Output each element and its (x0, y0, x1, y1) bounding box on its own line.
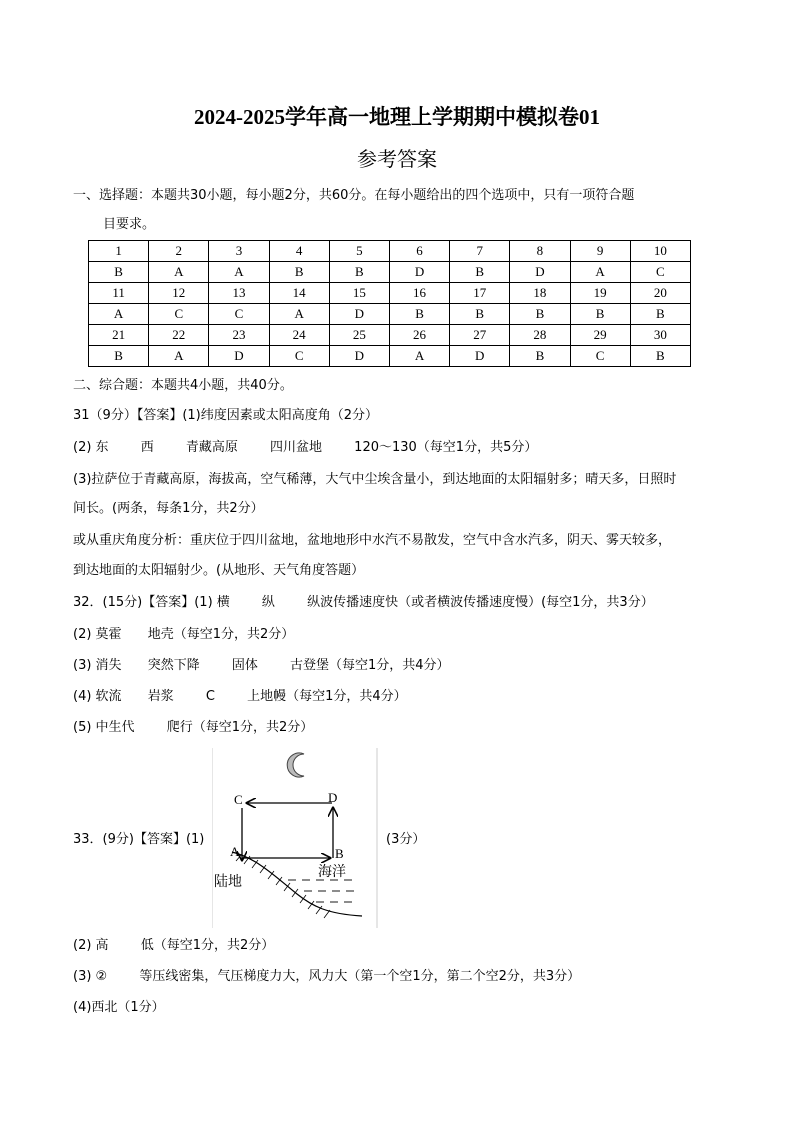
answer-table-cell: 9 (570, 241, 630, 262)
answer-table-cell: 2 (149, 241, 209, 262)
answer-table-cell: 11 (89, 283, 149, 304)
answer-table-cell: B (89, 262, 149, 283)
answer-table-cell: B (89, 346, 149, 367)
answer-table-cell: 27 (450, 325, 510, 346)
answer-table-cell: A (269, 304, 329, 325)
answer-table-cell: 22 (149, 325, 209, 346)
answer-table-cell: B (389, 304, 449, 325)
answer-table-cell: 28 (510, 325, 570, 346)
q31-line2 (73, 438, 537, 458)
q32-ans-moho: (2) 莫霍 (73, 627, 122, 642)
answer-table-cell: A (209, 262, 269, 283)
answer-table (88, 240, 691, 367)
answer-table-cell: 13 (209, 283, 269, 304)
answer-table-cell: 17 (450, 283, 510, 304)
q33-line2 (73, 936, 274, 956)
land-hatching (236, 854, 330, 918)
answer-table-cell: 18 (510, 283, 570, 304)
answer-table-cell: A (389, 346, 449, 367)
q32-ans-longitudinal: 纵 (261, 595, 275, 610)
sea-land-breeze-diagram (212, 748, 378, 928)
answer-table-cell: B (510, 346, 570, 367)
answer-table-cell: 23 (209, 325, 269, 346)
answer-table-cell: B (570, 304, 630, 325)
page-title: 2024-2025学年高一地理上学期期中模拟卷01 (194, 105, 600, 129)
q31-ans-east: (2) 东 (73, 440, 109, 455)
answer-table-cell: D (209, 346, 269, 367)
section2-heading: 二、综合题：本题共4小题，共40分。 (73, 378, 293, 393)
q33-line3 (73, 967, 580, 987)
answer-table-cell: 15 (329, 283, 389, 304)
answer-table-cell: B (329, 262, 389, 283)
answer-table-cell: 29 (570, 325, 630, 346)
label-sea: 海洋 (318, 864, 346, 880)
q33-points: (3分） (386, 832, 426, 847)
q31-line5: 或从重庆角度分析：重庆位于四川盆地，盆地地形中水汽不易散发，空气中含水汽多，阴天、雾天较多， (73, 533, 672, 548)
q31-ans-basin: 四川盆地 (270, 440, 323, 455)
answer-table-cell: D (329, 346, 389, 367)
answer-table-cell: D (389, 262, 449, 283)
q33-heading: 33．(9分)【答案】(1) (73, 832, 205, 847)
q31-line3: (3)拉萨位于青藏高原，海拔高，空气稀薄，大气中尘埃含量小，到达地面的太阳辐射多；晴天多，日照时 (73, 472, 677, 487)
answer-table-row (89, 325, 691, 346)
answer-table-cell: 25 (329, 325, 389, 346)
answer-table-cell: 20 (630, 283, 690, 304)
answer-table-cell: 7 (450, 241, 510, 262)
answer-table-cell: B (450, 304, 510, 325)
q31-line4: 间长。(两条，每条1分，共2分） (73, 501, 264, 516)
coastline (232, 852, 362, 916)
answer-table-row (89, 283, 691, 304)
answer-table-cell: 4 (269, 241, 329, 262)
answer-table-cell: C (630, 262, 690, 283)
answer-table-cell: 14 (269, 283, 329, 304)
q32-line2 (73, 625, 294, 645)
q31-ans-plateau: 青藏高原 (185, 440, 238, 455)
answer-table-cell: A (149, 262, 209, 283)
q32-ans-mesozoic: (5) 中生代 (73, 720, 135, 735)
answer-table-row (89, 241, 691, 262)
section1-instruction-line2: 目要求。 (103, 217, 156, 232)
q32-ans-reason: 纵波传播速度快（或者横波传播速度慢）(每空1分，共3分） (307, 595, 654, 610)
answer-table-cell: 1 (89, 241, 149, 262)
q32-line3 (73, 656, 450, 676)
q33-ans-choice: (3) ② (73, 969, 108, 984)
answer-table-row (89, 304, 691, 325)
q31-line6: 到达地面的太阳辐射少。(从地形、天气角度答题） (73, 563, 365, 578)
answer-table-cell: B (630, 304, 690, 325)
answer-table-cell: A (149, 346, 209, 367)
answer-table-cell: 19 (570, 283, 630, 304)
answer-table-cell: C (570, 346, 630, 367)
answer-table-cell: C (149, 304, 209, 325)
answer-table-cell: 5 (329, 241, 389, 262)
q31-ans-west: 西 (140, 440, 154, 455)
label-c: C (234, 792, 243, 807)
q31-line1: 31（9分）【答案】(1)纬度因素或太阳高度角（2分） (73, 408, 378, 423)
label-b: B (335, 846, 344, 861)
q33-ans-reason: 等压线密集，气压梯度力大，风力大（第一个空1分，第二个空2分，共3分） (139, 969, 581, 984)
q32-ans-solid: 固体 (231, 658, 258, 673)
answer-table-cell: 12 (149, 283, 209, 304)
answer-table-row (89, 346, 691, 367)
q31-ans-range: 120～130（每空1分，共5分） (354, 440, 538, 455)
q32-ans-reptile: 爬行（每空1分，共2分） (166, 720, 314, 735)
sea-waves (288, 880, 354, 902)
answer-table-cell: D (510, 262, 570, 283)
answer-table-cell: 24 (269, 325, 329, 346)
answer-table-cell: C (269, 346, 329, 367)
label-land: 陆地 (214, 874, 242, 890)
answer-table-cell: B (450, 262, 510, 283)
answer-table-cell: 21 (89, 325, 149, 346)
q32-line4 (73, 687, 407, 707)
answer-table-cell: 10 (630, 241, 690, 262)
q32-ans-magma: 岩浆 (147, 689, 174, 704)
moon-icon (287, 753, 304, 777)
q32-ans-asthenosphere: (4) 软流 (73, 689, 122, 704)
q32-ans-disappear: (3) 消失 (73, 658, 122, 673)
q32-line1 (73, 593, 654, 613)
answer-table-cell: B (630, 346, 690, 367)
answer-table-cell: 8 (510, 241, 570, 262)
q32-line5 (73, 718, 313, 738)
q32-ans-crust: 地壳（每空1分，共2分） (147, 627, 295, 642)
label-d: D (328, 790, 338, 805)
answer-table-cell: 6 (389, 241, 449, 262)
answer-table-cell: B (510, 304, 570, 325)
label-a: A (230, 844, 240, 859)
answer-table-row (89, 262, 691, 283)
answer-table-cell: A (89, 304, 149, 325)
q32-ans-upper-mantle: 上地幔（每空1分，共4分） (247, 689, 407, 704)
answer-table-cell: A (570, 262, 630, 283)
q32-ans-drop: 突然下降 (147, 658, 200, 673)
q33-ans-high: (2) 高 (73, 938, 109, 953)
answer-table-cell: D (329, 304, 389, 325)
answer-table-cell: B (269, 262, 329, 283)
answer-table-cell: 30 (630, 325, 690, 346)
answer-table-cell: 16 (389, 283, 449, 304)
q33-line4: (4)西北（1分） (73, 1000, 165, 1015)
q32-ans-c: C (205, 689, 215, 704)
answer-table-cell: 26 (389, 325, 449, 346)
section1-instruction-line1: 一、选择题：本题共30小题，每小题2分，共60分。在每小题给出的四个选项中，只有一项符合题 (73, 188, 635, 203)
answer-table-cell: 3 (209, 241, 269, 262)
q32-ans-transverse: 32．(15分)【答案】(1) 横 (73, 595, 230, 610)
page-subtitle: 参考答案 (357, 147, 437, 171)
answer-table-cell: D (450, 346, 510, 367)
answer-table-cell: C (209, 304, 269, 325)
q33-ans-low: 低（每空1分，共2分） (140, 938, 275, 953)
q32-ans-gutenberg: 古登堡（每空1分，共4分） (290, 658, 450, 673)
